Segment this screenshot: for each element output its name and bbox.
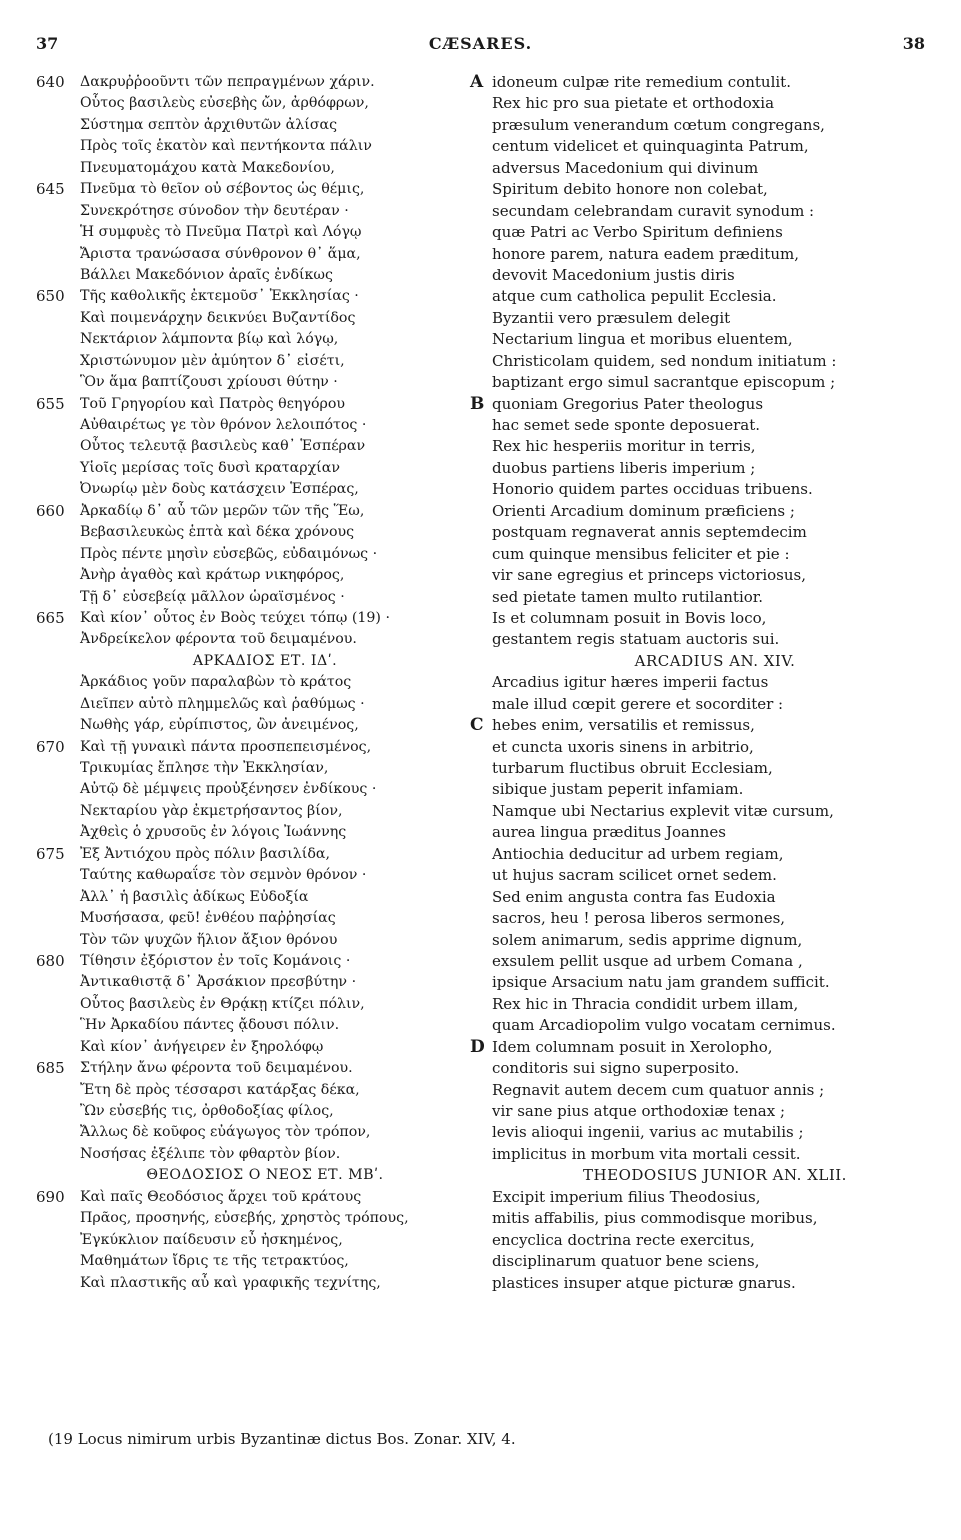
text-line	[470, 522, 940, 543]
section-heading	[470, 651, 940, 672]
text-line	[36, 694, 454, 715]
text-line	[36, 887, 454, 908]
line-text: Ὢν εὐσεβής τις, ὀρθοδοξίας φίλος,	[80, 1103, 334, 1119]
line-text: devovit Macedonium justis diris	[492, 265, 735, 284]
text-line	[470, 458, 940, 479]
text-line	[470, 715, 940, 736]
text-line	[36, 72, 454, 93]
text-line	[36, 201, 454, 222]
line-text: baptizant ergo simul sacrantque episcopum ;	[492, 373, 836, 392]
latin-translation-column	[470, 72, 940, 1294]
text-line	[470, 372, 940, 393]
text-line	[470, 544, 940, 565]
line-text: Αὐτῷ δὲ μέμψεις προὐξένησεν ἐνδίκους ·	[80, 781, 377, 798]
text-line	[470, 1144, 940, 1165]
text-line	[36, 1122, 454, 1143]
line-text: disciplinarum quatuor bene sciens,	[492, 1252, 760, 1271]
greek-text-column	[36, 72, 454, 1294]
text-line	[470, 865, 940, 886]
line-text: Ἣν Ἀρκαδίου πάντες ᾄδουσι πόλιν.	[80, 1017, 340, 1034]
line-text: conditoris sui signo superposito.	[492, 1059, 740, 1078]
text-line	[470, 286, 940, 307]
text-line	[36, 136, 454, 157]
verse-number: 675	[36, 844, 65, 863]
text-line	[36, 865, 454, 886]
line-text: Ὃν ἅμα βαπτίζουσι χρίουσι θύτην ·	[80, 374, 338, 391]
line-text: Ἀχθεὶς ὁ χρυσοῦς ἐν λόγοις Ἰωάννης	[80, 824, 347, 841]
line-text: solem animarum, sedis apprime dignum,	[492, 930, 803, 949]
text-line	[470, 394, 940, 415]
line-text: Antiochia deducitur ad urbem regiam,	[492, 844, 784, 863]
line-text: Βεβασιλευκὼς ἑπτὰ καὶ δέκα χρόνους	[80, 524, 355, 541]
line-text: Ἔτη δὲ πρὸς τέσσαρσι κατάρξας δέκα,	[80, 1081, 360, 1098]
line-text: hebes enim, versatilis et remissus,	[492, 716, 755, 735]
line-text: Τῇ δ᾽ εὐσεβείᾳ μᾶλλον ὡραϊσμένος ·	[80, 588, 345, 605]
line-text: Πρὸς τοῖς ἑκατὸν καὶ πεντήκοντα πάλιν	[80, 138, 372, 155]
line-text: Ἀνδρείκελον φέροντα τοῦ δειμαμένου.	[80, 631, 357, 648]
text-line	[36, 779, 454, 800]
line-text: Rex hic pro sua pietate et orthodoxia	[492, 94, 775, 113]
text-line	[36, 715, 454, 736]
text-line	[36, 951, 454, 972]
text-line	[470, 951, 940, 972]
text-line	[470, 1101, 940, 1122]
verse-number: 685	[36, 1059, 65, 1078]
line-text: Νωθὴς γάρ, εὐρίπιστος, ὢν ἀνειμένος,	[80, 717, 359, 734]
line-text: Νεκταρίου γὰρ ἐκμετρήσαντος βίον,	[80, 802, 343, 819]
text-line	[470, 737, 940, 758]
text-line	[36, 351, 454, 372]
line-text: male illud cœpit gerere et socorditer :	[492, 694, 784, 713]
verse-number: 680	[36, 951, 65, 970]
text-line	[470, 972, 940, 993]
text-line	[470, 265, 940, 286]
line-text: implicitus in morbum vita mortali cessit.	[492, 1144, 801, 1163]
line-text: idoneum culpæ rite remedium contulit.	[492, 73, 791, 91]
line-text: secundam celebrandam curavit synodum :	[492, 201, 815, 220]
text-line	[36, 1230, 454, 1251]
text-line	[470, 1015, 940, 1036]
line-text: Δακρυῤῥοοῦντι τῶν πεπραγμένων χάριν.	[80, 74, 375, 90]
text-line	[470, 587, 940, 608]
text-line	[470, 608, 940, 629]
text-line	[36, 372, 454, 393]
line-text: Καὶ πλαστικῆς αὖ καὶ γραφικῆς τεχνίτης,	[80, 1274, 381, 1291]
text-line	[36, 158, 454, 179]
line-text: Rex hic in Thracia condidit urbem illam,	[492, 994, 799, 1013]
text-line	[470, 565, 940, 586]
line-text: encyclica doctrina recte exercitus,	[492, 1230, 755, 1249]
line-text: Is et columnam posuit in Bovis loco,	[492, 608, 767, 627]
line-text: quoniam Gregorius Pater theologus	[492, 394, 764, 413]
line-text: Τίθησιν ἐξόριστον ἐν τοῖς Κομάνοις ·	[80, 952, 351, 969]
text-line	[470, 222, 940, 243]
section-marker: A	[470, 72, 484, 92]
line-text: Ἀνὴρ ἀγαθὸς καὶ κράτωρ νικηφόρος,	[80, 567, 345, 584]
line-text: Βάλλει Μακεδόνιον ἀραῖς ἐνδίκως	[80, 266, 333, 283]
line-text: Excipit imperium filius Theodosius,	[492, 1187, 761, 1206]
text-line	[36, 1037, 454, 1058]
footnote: (19 Locus nimirum urbis Byzantinæ dictus Bos. Zonar. XIV, 4.	[48, 1430, 516, 1448]
line-text: cum quinque mensibus feliciter et pie :	[492, 544, 790, 563]
text-line	[470, 1230, 940, 1251]
line-text: adversus Macedonium qui divinum	[492, 158, 759, 177]
text-line	[470, 415, 940, 436]
line-text: Τὸν τῶν ψυχῶν ἥλιον ἄξιον θρόνου	[80, 931, 338, 948]
line-text: sacros, heu ! perosa liberos sermones,	[492, 909, 786, 928]
text-line	[36, 93, 454, 114]
line-text: postquam regnaverat annis septemdecim	[492, 523, 807, 542]
line-text: Χριστώνυμον μὲν ἀμύητον δ᾽ εἰσέτι,	[80, 352, 345, 369]
line-text: sibique justam peperit infamiam.	[492, 780, 744, 799]
line-text: Πρὸς πέντε μησὶν εὐσεβῶς, εὐδαιμόνως ·	[80, 545, 378, 562]
text-line	[36, 415, 454, 436]
text-line	[36, 1144, 454, 1165]
line-text: aurea lingua præditus Joannes	[492, 823, 726, 842]
line-text: Regnavit autem decem cum quatuor annis ;	[492, 1080, 825, 1099]
text-line	[36, 844, 454, 865]
text-line	[470, 908, 940, 929]
text-line	[36, 908, 454, 929]
line-text: Καὶ τῇ γυναικὶ πάντα προσπεπεισμένος,	[80, 738, 372, 755]
text-line	[36, 1080, 454, 1101]
text-line	[470, 115, 940, 136]
text-line	[36, 286, 454, 307]
text-line	[36, 1208, 454, 1229]
text-line	[36, 115, 454, 136]
text-line	[36, 329, 454, 350]
line-text: Οὗτος βασιλεὺς εὐσεβὴς ὤν, ἀρθόφρων,	[80, 95, 369, 112]
line-text: levis alioqui ingenii, varius ac mutabilis ;	[492, 1123, 804, 1142]
text-line	[470, 436, 940, 457]
line-text: Spiritum debito honore non colebat,	[492, 180, 768, 199]
verse-number: 645	[36, 180, 65, 199]
section-marker: B	[470, 393, 485, 414]
line-text: Καὶ κίον᾽ οὗτος ἐν Βοὸς τεύχει τόπῳ (19) ·	[80, 609, 390, 626]
text-line	[470, 179, 940, 200]
line-text: Ἡ συμφυὲς τὸ Πνεῦμα Πατρὶ καὶ Λόγῳ	[80, 224, 362, 241]
line-text: Ἐξ Ἀντιόχου πρὸς πόλιν βασιλίδα,	[80, 845, 330, 862]
line-text: Τοῦ Γρηγορίου καὶ Πατρὸς θεηγόρου	[80, 395, 346, 412]
text-line	[470, 1080, 940, 1101]
text-line	[470, 758, 940, 779]
text-line	[470, 308, 940, 329]
line-text: exsulem pellit usque ad urbem Comana ,	[492, 951, 803, 970]
line-text: Καὶ παῖς Θεοδόσιος ἄρχει τοῦ κράτους	[80, 1188, 362, 1205]
right-page-number: 38	[902, 34, 925, 53]
text-line	[470, 1058, 940, 1079]
text-line	[36, 458, 454, 479]
text-line	[36, 672, 454, 693]
text-line	[470, 351, 940, 372]
text-line	[36, 737, 454, 758]
line-text: Idem columnam posuit in Xerolopho,	[492, 1037, 773, 1056]
line-text: atque cum catholica pepulit Ecclesia.	[492, 287, 777, 306]
text-line	[470, 844, 940, 865]
line-text: Υἱοῖς μερίσας τοῖς δυσὶ κραταρχίαν	[80, 459, 340, 476]
verse-number: 640	[36, 73, 65, 91]
line-text: Οὗτος τελευτᾷ βασιλεὺς καθ᾽ Ἑσπέραν	[80, 438, 366, 455]
line-text: Συνεκρότησε σύνοδον τὴν δευτέραν ·	[80, 202, 349, 219]
line-text: centum videlicet et quinquaginta Patrum,	[492, 137, 809, 156]
text-line	[470, 1208, 940, 1229]
text-line	[470, 479, 940, 500]
text-line	[36, 1101, 454, 1122]
text-line	[36, 244, 454, 265]
text-line	[36, 608, 454, 629]
line-text: vir sane pius atque orthodoxiæ tenax ;	[492, 1102, 786, 1120]
line-text: Οὗτος βασιλεὺς ἐν Θρᾴκῃ κτίζει πόλιν,	[80, 995, 365, 1012]
line-text: Πνευματομάχου κατὰ Μακεδονίου,	[80, 159, 335, 176]
section-marker: D	[470, 1036, 485, 1057]
line-text: Καὶ ποιμενάρχην δεικνύει Βυζαντίδος	[80, 309, 356, 326]
line-text: Sed enim angusta contra fas Eudoxia	[492, 887, 776, 906]
text-line	[470, 887, 940, 908]
text-line	[470, 72, 940, 93]
section-heading	[36, 1165, 454, 1186]
text-line	[470, 1037, 940, 1058]
line-text: Διεῖπεν αὐτὸ πλημμελῶς καὶ ῥαθύμως ·	[80, 695, 365, 712]
text-line	[36, 994, 454, 1015]
line-text: Ἀντικαθιστᾷ δ᾽ Ἀρσάκιον πρεσβύτην ·	[80, 974, 357, 991]
line-text: Orienti Arcadium dominum præficiens ;	[492, 501, 795, 520]
text-line	[36, 1187, 454, 1208]
verse-number: 665	[36, 608, 65, 627]
text-line	[36, 587, 454, 608]
text-line	[36, 544, 454, 565]
running-title: CÆSARES.	[428, 34, 533, 53]
line-text: Μυσήσασα, φεῦ! ἐνθέου παῤῥησίας	[80, 910, 336, 927]
line-text: quam Arcadiopolim vulgo vocatam cernimus.	[492, 1016, 836, 1035]
text-line	[36, 265, 454, 286]
line-text: Ἀρκάδιος γοῦν παραλαβὼν τὸ κράτος	[80, 674, 352, 691]
line-text: Arcadius igitur hæres imperii factus	[492, 673, 769, 692]
text-line	[36, 222, 454, 243]
line-text: Στήλην ἄνω φέροντα τοῦ δειμαμένου.	[80, 1060, 353, 1077]
line-text: ipsique Arsacium natu jam grandem sufficit.	[492, 973, 830, 992]
line-text: Νοσήσας ἐξέλιπε τὸν φθαρτὸν βίον.	[80, 1145, 341, 1162]
line-text: Αὐθαιρέτως γε τὸν θρόνον λελοιπότος ·	[80, 417, 367, 433]
text-line	[470, 201, 940, 222]
text-line	[36, 436, 454, 457]
text-line	[470, 93, 940, 114]
text-line	[470, 244, 940, 265]
text-line	[470, 930, 940, 951]
text-line	[470, 1187, 940, 1208]
line-text: plastices insuper atque picturæ gnarus.	[492, 1273, 796, 1292]
line-text: vir sane egregius et princeps victoriosus,	[492, 566, 807, 585]
line-text: ΑΡΚΑΔΙΟΣ ΕΤ. ΙΔʹ.	[192, 652, 338, 669]
line-text: Ὀνωρίῳ μὲν δοὺς κατάσχειν Ἑσπέρας,	[80, 481, 359, 498]
section-marker: C	[470, 715, 484, 736]
text-line	[36, 479, 454, 500]
line-text: duobus partiens liberis imperium ;	[492, 458, 756, 477]
line-text: et cuncta uxoris sinens in arbitrio,	[492, 737, 754, 756]
line-text: Τῆς καθολικῆς ἐκτεμοῦσ᾽ Ἐκκλησίας ·	[80, 288, 359, 305]
text-line	[36, 1015, 454, 1036]
line-text: honore parem, natura eadem præditum,	[492, 244, 799, 263]
text-line	[36, 758, 454, 779]
text-line	[470, 822, 940, 843]
text-line	[470, 136, 940, 157]
text-line	[36, 501, 454, 522]
text-line	[36, 1273, 454, 1294]
text-line	[36, 822, 454, 843]
line-text: sed pietate tamen multo rutilantior.	[492, 587, 764, 606]
text-line	[36, 179, 454, 200]
line-text: Τρικυμίας ἔπλησε τὴν Ἐκκλησίαν,	[80, 760, 329, 776]
line-text: Christicolam quidem, sed nondum initiatum :	[492, 351, 837, 370]
verse-number: 690	[36, 1187, 65, 1206]
line-text: turbarum fluctibus obruit Ecclesiam,	[492, 759, 773, 777]
text-line	[470, 779, 940, 800]
verse-number: 670	[36, 737, 65, 756]
text-line	[470, 158, 940, 179]
text-line	[470, 1273, 940, 1294]
line-text: Πνεῦμα τὸ θεῖον οὐ σέβοντος ὡς θέμις,	[80, 181, 365, 198]
line-text: THEODOSIUS JUNIOR AN. XLII.	[583, 1166, 847, 1185]
line-text: præsulum venerandum cœtum congregans,	[492, 115, 825, 134]
text-line	[470, 672, 940, 693]
line-text: Nectarium lingua et moribus eluentem,	[492, 330, 793, 349]
line-text: Ἄλλως δὲ κοῦφος εὐάγωγος τὸν τρόπον,	[80, 1124, 371, 1141]
line-text: Ἐγκύκλιον παίδευσιν εὖ ἠσκημένος,	[80, 1231, 343, 1248]
section-heading	[36, 651, 454, 672]
verse-number: 655	[36, 394, 65, 413]
line-text: Byzantii vero præsulem delegit	[492, 308, 731, 327]
line-text: ARCADIUS AN. XIV.	[634, 651, 796, 670]
line-text: Καὶ κίον᾽ ἀνήγειρεν ἐν ξηρολόφῳ	[80, 1038, 324, 1055]
text-line	[36, 1058, 454, 1079]
text-line	[470, 629, 940, 650]
text-line	[470, 694, 940, 715]
line-text: Ἄριστα τρανώσασα σύνθρονον θ᾽ ἅμα,	[80, 245, 361, 262]
line-text: gestantem regis statuam auctoris sui.	[492, 630, 780, 649]
verse-number: 650	[36, 287, 65, 306]
text-line	[36, 522, 454, 543]
text-line	[36, 801, 454, 822]
line-text: Ἀλλ᾽ ἡ βασιλὶς ἀδίκως Εὐδοξία	[80, 888, 309, 905]
line-text: Ἀρκαδίῳ δ᾽ αὖ τῶν μερῶν τῶν τῆς Ἕω,	[80, 502, 365, 519]
verse-number: 660	[36, 501, 65, 520]
line-text: Namque ubi Nectarius explevit vitæ cursum,	[492, 801, 834, 820]
line-text: Μαθημάτων ἴδρις τε τῆς τετρακτύος,	[80, 1253, 349, 1270]
text-line	[470, 329, 940, 350]
text-line	[470, 1251, 940, 1272]
line-text: quæ Patri ac Verbo Spiritum definiens	[492, 223, 783, 242]
text-line	[470, 801, 940, 822]
line-text: Ταύτης καθωραΐσε τὸν σεμνὸν θρόνον ·	[80, 867, 367, 884]
left-page-number: 37	[36, 34, 59, 53]
text-line	[470, 501, 940, 522]
line-text: ut hujus sacram scilicet ornet sedem.	[492, 866, 777, 885]
text-line	[36, 308, 454, 329]
text-line	[36, 394, 454, 415]
line-text: hac semet sede sponte deposuerat.	[492, 416, 760, 434]
section-heading	[470, 1165, 940, 1186]
text-line	[36, 930, 454, 951]
line-text: Honorio quidem partes occiduas tribuens.	[492, 480, 813, 499]
line-text: mitis affabilis, pius commodisque moribus,	[492, 1209, 818, 1228]
line-text: Πρᾶος, προσηνής, εὐσεβής, χρηστὸς τρόπους,	[80, 1210, 409, 1227]
text-line	[36, 629, 454, 650]
line-text: ΘΕΟΔΟΣΙΟΣ Ο ΝΕΟΣ ΕΤ. ΜΒʹ.	[146, 1167, 384, 1184]
line-text: Rex hic hesperiis moritur in terris,	[492, 437, 756, 456]
text-line	[470, 994, 940, 1015]
line-text: Νεκτάριον λάμποντα βίῳ καὶ λόγῳ,	[80, 331, 339, 348]
line-text: Σύστημα σεπτὸν ἀρχιθυτῶν ἀλίσας	[80, 116, 338, 133]
text-line	[36, 565, 454, 586]
text-line	[36, 972, 454, 993]
text-line	[36, 1251, 454, 1272]
text-line	[470, 1122, 940, 1143]
